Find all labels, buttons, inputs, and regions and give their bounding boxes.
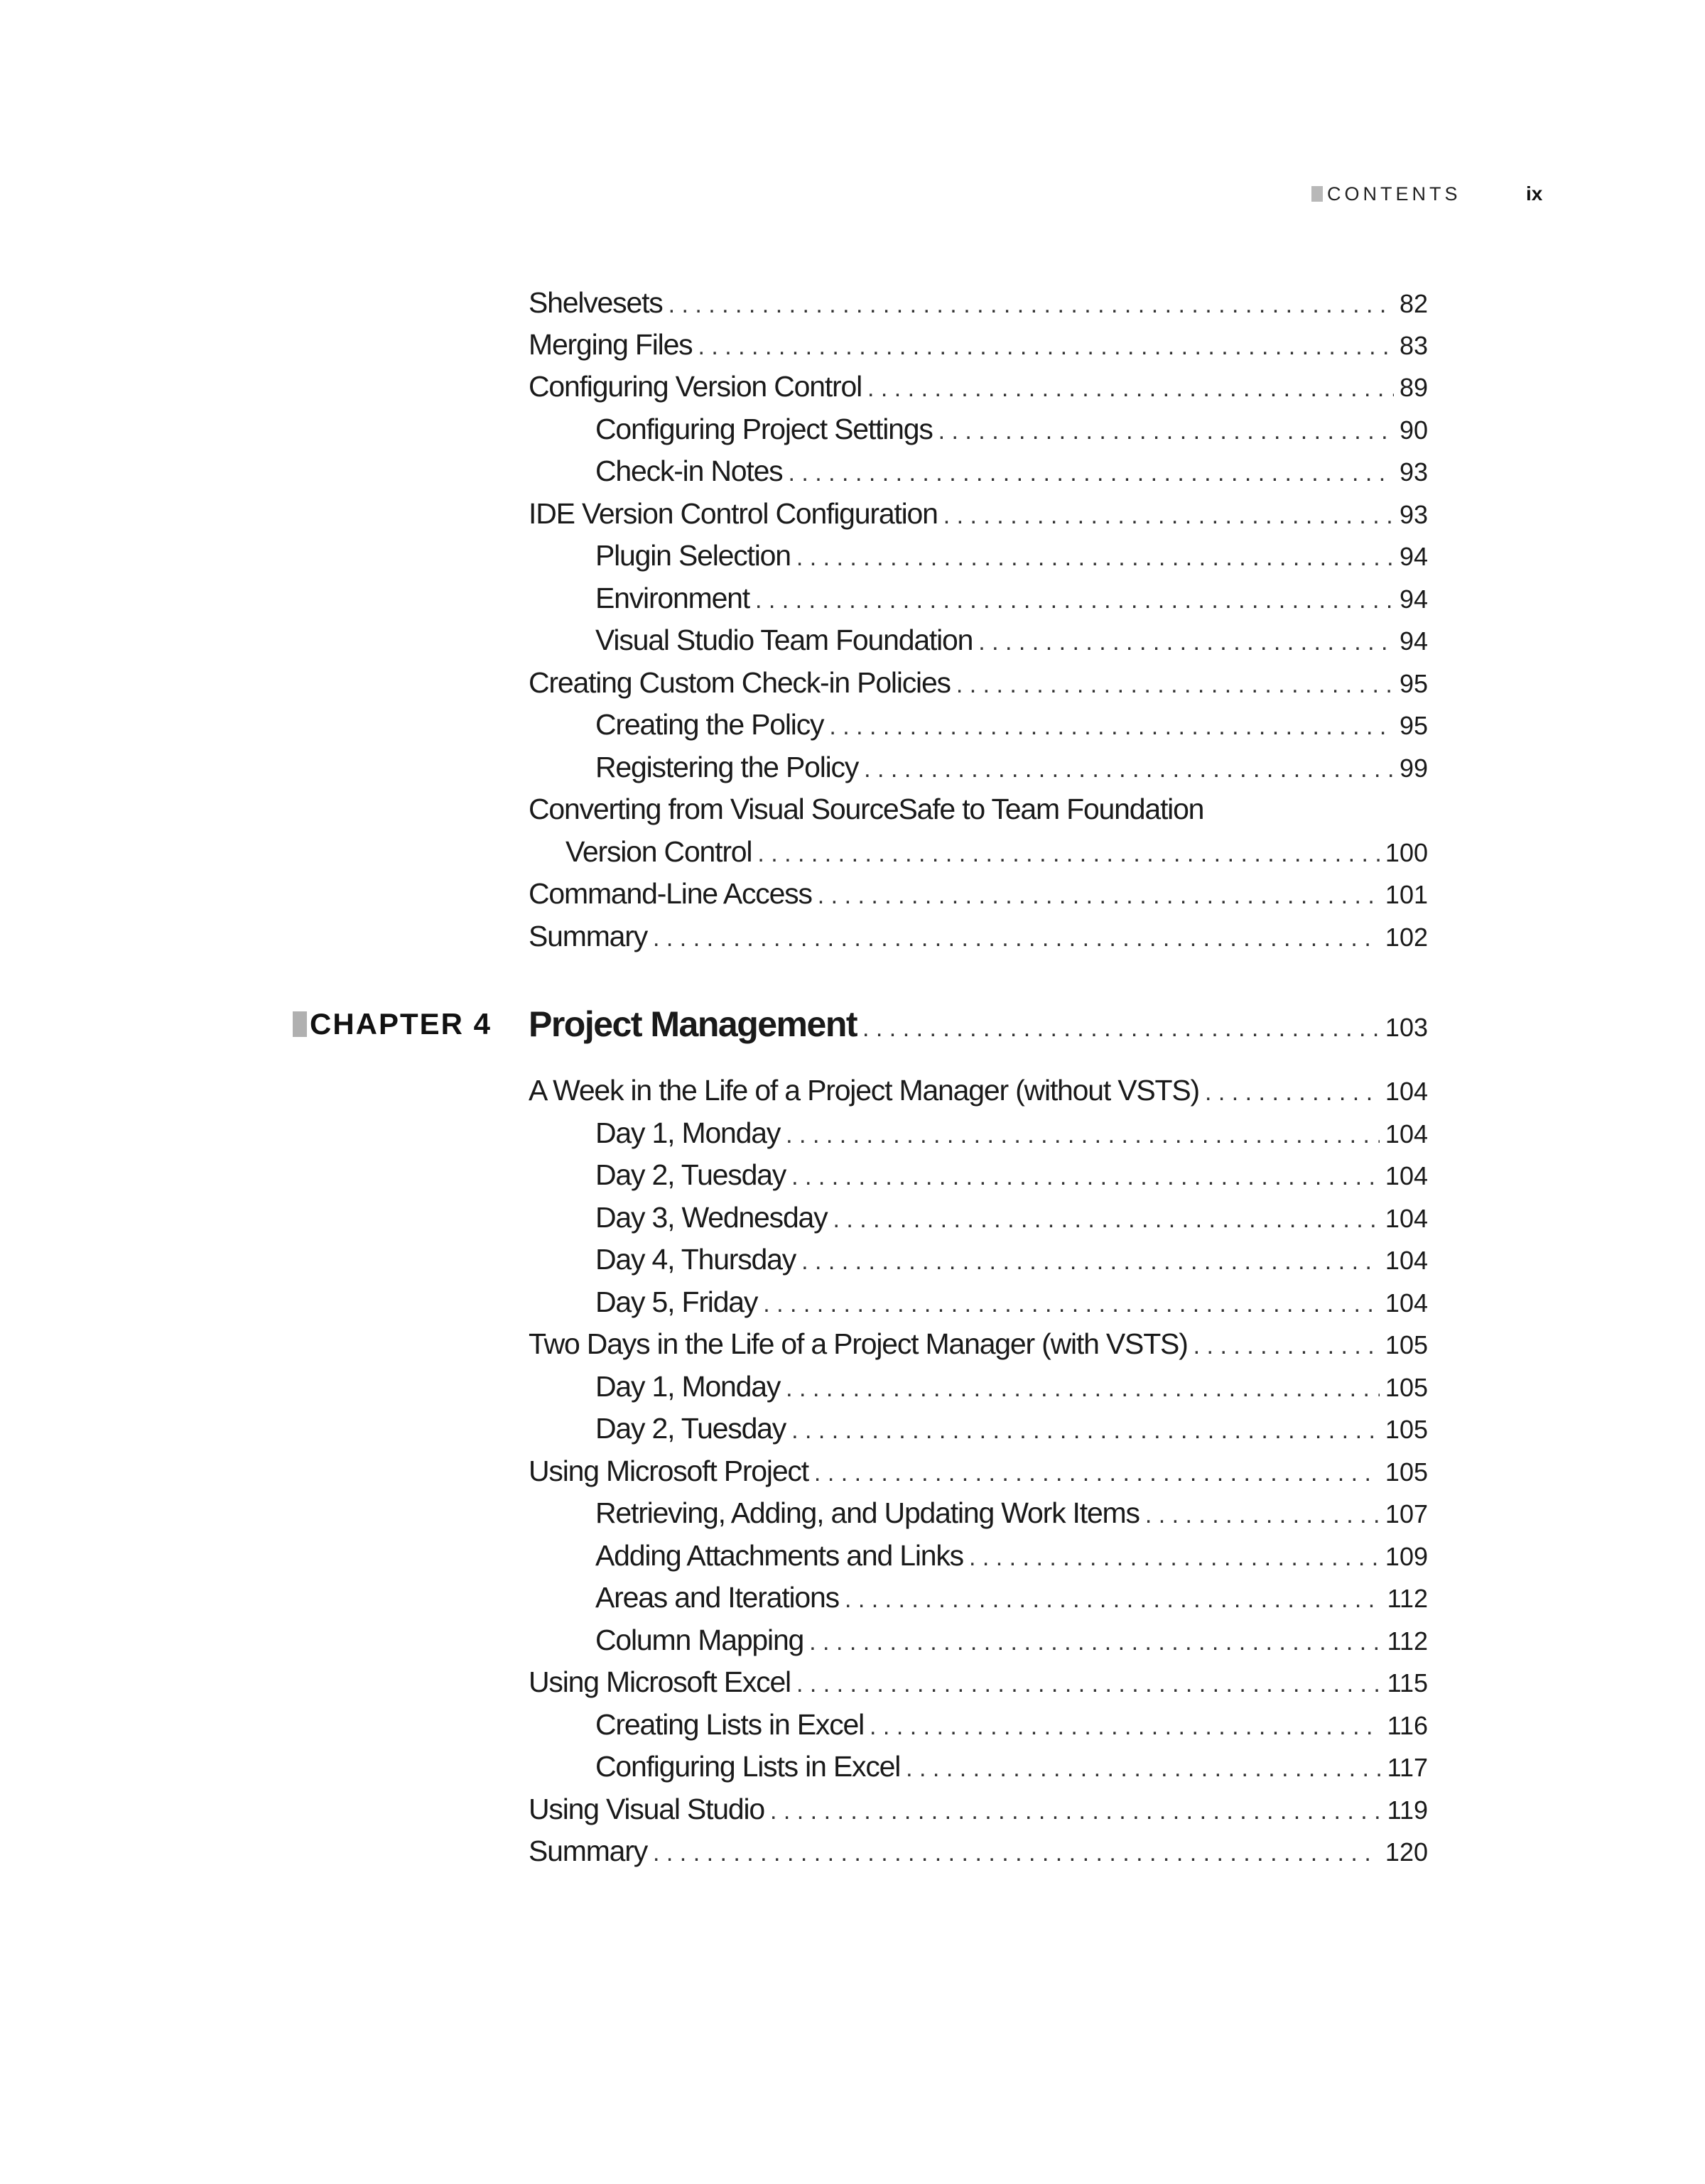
toc-subentry[interactable]	[595, 1112, 1428, 1154]
toc-entry-page: 90	[1399, 415, 1428, 445]
toc-entry-title: Retrieving, Adding, and Updating Work Items	[595, 1496, 1140, 1529]
toc-entry-page: 82	[1399, 289, 1428, 318]
running-head	[1311, 183, 1461, 205]
chapter-label	[293, 1003, 492, 1045]
toc-entry-title: Day 3, Wednesday	[595, 1201, 828, 1234]
toc-entry-title: Day 2, Tuesday	[595, 1412, 786, 1445]
toc-entry-wrapped-first-line[interactable]	[529, 788, 1428, 830]
dot-leader	[757, 832, 1380, 875]
toc-entry-page: 104	[1385, 1246, 1428, 1275]
toc-entry-page: 116	[1387, 1711, 1428, 1740]
dot-leader	[867, 367, 1394, 410]
toc-entry-page: 83	[1399, 331, 1428, 360]
dot-leader	[906, 1747, 1381, 1790]
dot-leader	[814, 1452, 1380, 1494]
toc-subentry[interactable]	[595, 1745, 1428, 1788]
toc-subentry[interactable]	[595, 577, 1428, 619]
toc-entry[interactable]	[529, 1830, 1428, 1872]
toc-entry-page: 94	[1399, 585, 1428, 614]
toc-entry-title: Creating Custom Check-in Policies	[529, 666, 951, 699]
toc-subentry[interactable]	[595, 619, 1428, 661]
toc-entry[interactable]	[529, 281, 1428, 324]
toc-entry[interactable]	[529, 1450, 1428, 1492]
toc-subentry[interactable]	[595, 408, 1428, 450]
dot-leader	[956, 663, 1394, 706]
toc-entry[interactable]	[529, 661, 1428, 704]
toc-entry-title: Two Days in the Life of a Project Manager (with VSTS)	[529, 1327, 1188, 1360]
dot-leader	[1145, 1494, 1380, 1536]
toc-subentry[interactable]	[595, 450, 1428, 492]
toc-entry-title: Using Microsoft Excel	[529, 1666, 791, 1698]
toc-entry-page: 104	[1385, 1288, 1428, 1318]
chapter-number: CHAPTER 4	[310, 1007, 492, 1041]
dot-leader	[829, 705, 1394, 748]
toc-entry-page: 93	[1399, 500, 1428, 529]
toc-entry-title: A Week in the Life of a Project Manager (without VSTS)	[529, 1074, 1199, 1107]
dot-leader	[763, 1283, 1380, 1325]
toc-entry-page: 94	[1399, 626, 1428, 656]
toc-entry[interactable]	[529, 872, 1428, 915]
toc-entry-title: Summary	[529, 1835, 648, 1867]
toc-entry-title: Using Microsoft Project	[529, 1455, 808, 1487]
chapter-title: Project Management	[529, 1004, 857, 1044]
toc-entry-title: Check-in Notes	[595, 455, 783, 487]
toc-entry-page: 95	[1399, 711, 1428, 740]
running-head-label: CONTENTS	[1327, 183, 1461, 205]
toc-entry-page: 105	[1385, 1373, 1428, 1402]
chapter-page: 103	[1385, 1013, 1428, 1042]
dot-leader	[978, 621, 1394, 663]
toc-entry-page: 120	[1385, 1837, 1428, 1867]
toc-subentry[interactable]	[595, 1407, 1428, 1450]
toc-subentry[interactable]	[595, 1576, 1428, 1619]
toc-entry-page: 99	[1399, 754, 1428, 783]
toc-entry[interactable]	[529, 1322, 1428, 1365]
toc-entry-title: IDE Version Control Configuration	[529, 497, 938, 530]
toc-entry-page: 119	[1387, 1795, 1428, 1825]
toc-entry-title: Shelvesets	[529, 286, 663, 319]
toc-entry[interactable]	[529, 365, 1428, 408]
toc-entry-page: 117	[1387, 1753, 1428, 1782]
toc-entry-title: Visual Studio Team Foundation	[595, 624, 973, 656]
toc-entry-page: 101	[1385, 880, 1428, 909]
toc-entry-title: Version Control	[565, 835, 752, 868]
dot-leader	[770, 1790, 1382, 1832]
toc-subentry[interactable]	[595, 1281, 1428, 1323]
toc-entry-title: Day 5, Friday	[595, 1286, 758, 1318]
toc-entry[interactable]	[529, 323, 1428, 366]
dot-leader	[669, 283, 1394, 326]
toc-entry[interactable]	[529, 1069, 1428, 1112]
toc-entry-page: 100	[1385, 838, 1428, 867]
toc-entry-page: 112	[1387, 1626, 1428, 1656]
toc-entry-title: Creating the Policy	[595, 708, 824, 741]
toc-entry-page: 105	[1385, 1330, 1428, 1359]
toc-entry-title: Using Visual Studio	[529, 1793, 764, 1825]
dot-leader	[786, 1114, 1380, 1156]
dot-leader	[653, 1832, 1380, 1874]
toc-subentry[interactable]	[595, 1619, 1428, 1661]
toc-entry-title: Plugin Selection	[595, 539, 791, 572]
toc-entry-page: 104	[1385, 1204, 1428, 1233]
toc-entry-title: Day 4, Thursday	[595, 1243, 796, 1276]
toc-entry-title: Adding Attachments and Links	[595, 1539, 963, 1572]
toc-entry-title: Day 2, Tuesday	[595, 1158, 786, 1191]
toc-entry-page: 105	[1385, 1415, 1428, 1444]
dot-leader	[870, 1705, 1382, 1748]
toc-entry-page: 104	[1385, 1077, 1428, 1106]
toc-subentry[interactable]	[595, 534, 1428, 577]
toc-entry-page: 104	[1385, 1119, 1428, 1148]
toc-entry[interactable]	[529, 492, 1428, 535]
toc-entry-page: 93	[1399, 457, 1428, 487]
toc-entry-title: Day 1, Monday	[595, 1117, 781, 1149]
toc-entry[interactable]	[529, 1661, 1428, 1703]
dot-leader	[788, 452, 1393, 494]
dot-leader	[864, 748, 1394, 791]
toc-subentry[interactable]	[595, 703, 1428, 746]
chapter-marker	[293, 1011, 307, 1037]
toc-entry-title: Merging Files	[529, 328, 693, 361]
dot-leader	[862, 1007, 1380, 1050]
toc-entry-title: Command-Line Access	[529, 877, 812, 910]
page-number: ix	[1526, 183, 1543, 205]
toc-subentry[interactable]	[595, 1196, 1428, 1239]
dot-leader	[938, 410, 1394, 452]
toc-subentry[interactable]	[595, 1238, 1428, 1281]
dot-leader	[786, 1367, 1380, 1410]
toc-subentry[interactable]	[595, 1153, 1428, 1196]
dot-leader	[796, 536, 1394, 579]
dot-leader	[653, 917, 1380, 960]
dot-leader	[833, 1198, 1379, 1241]
toc-entry-wrapped-second-line[interactable]	[565, 830, 1428, 873]
toc-entry-page: 95	[1399, 669, 1428, 698]
dot-leader	[969, 1536, 1380, 1579]
toc-subentry[interactable]	[595, 1492, 1428, 1534]
toc-entry-title: Column Mapping	[595, 1624, 804, 1656]
toc-entry-title: Registering the Policy	[595, 751, 859, 783]
toc-entry-title: Day 1, Monday	[595, 1370, 781, 1403]
toc-subentry[interactable]	[595, 1534, 1428, 1577]
toc-entry-page: 104	[1385, 1161, 1428, 1190]
toc-entry-title: Summary	[529, 920, 648, 952]
toc-subentry[interactable]	[595, 1703, 1428, 1746]
dot-leader	[698, 325, 1393, 368]
toc-entry[interactable]	[529, 915, 1428, 957]
dot-leader	[801, 1240, 1380, 1283]
dot-leader	[1205, 1071, 1380, 1114]
toc-entry-page: 89	[1399, 373, 1428, 402]
dot-leader	[809, 1621, 1381, 1663]
dot-leader	[755, 579, 1394, 621]
toc-entry-page: 112	[1387, 1584, 1428, 1613]
dot-leader	[1194, 1325, 1380, 1367]
toc-entry-title: Environment	[595, 582, 749, 614]
toc-entry-title: Configuring Version Control	[529, 370, 862, 403]
toc-entry-title: Creating Lists in Excel	[595, 1708, 865, 1741]
chapter-heading[interactable]	[529, 1003, 1428, 1045]
toc-entry-title: Configuring Project Settings	[595, 413, 933, 445]
toc-subentry[interactable]	[595, 1365, 1428, 1408]
dot-leader	[791, 1156, 1380, 1198]
toc-entry-page: 115	[1387, 1668, 1428, 1697]
running-head-marker	[1311, 186, 1323, 202]
toc-subentry[interactable]	[595, 746, 1428, 788]
toc-entry-page: 105	[1385, 1457, 1428, 1487]
toc-entry-page: 107	[1385, 1499, 1428, 1528]
dot-leader	[943, 494, 1394, 537]
dot-leader	[818, 874, 1380, 917]
toc-entry-title: Areas and Iterations	[595, 1581, 839, 1614]
dot-leader	[796, 1663, 1382, 1705]
toc-entry-page: 94	[1399, 542, 1428, 571]
dot-leader	[791, 1409, 1380, 1452]
toc-entry-page: 102	[1385, 923, 1428, 952]
toc-entry-title: Configuring Lists in Excel	[595, 1750, 901, 1783]
toc-entry-page: 109	[1385, 1542, 1428, 1571]
dot-leader	[845, 1578, 1382, 1621]
toc-entry[interactable]	[529, 1788, 1428, 1830]
toc-entry-title: Converting from Visual SourceSafe to Team Foundation	[529, 793, 1204, 825]
